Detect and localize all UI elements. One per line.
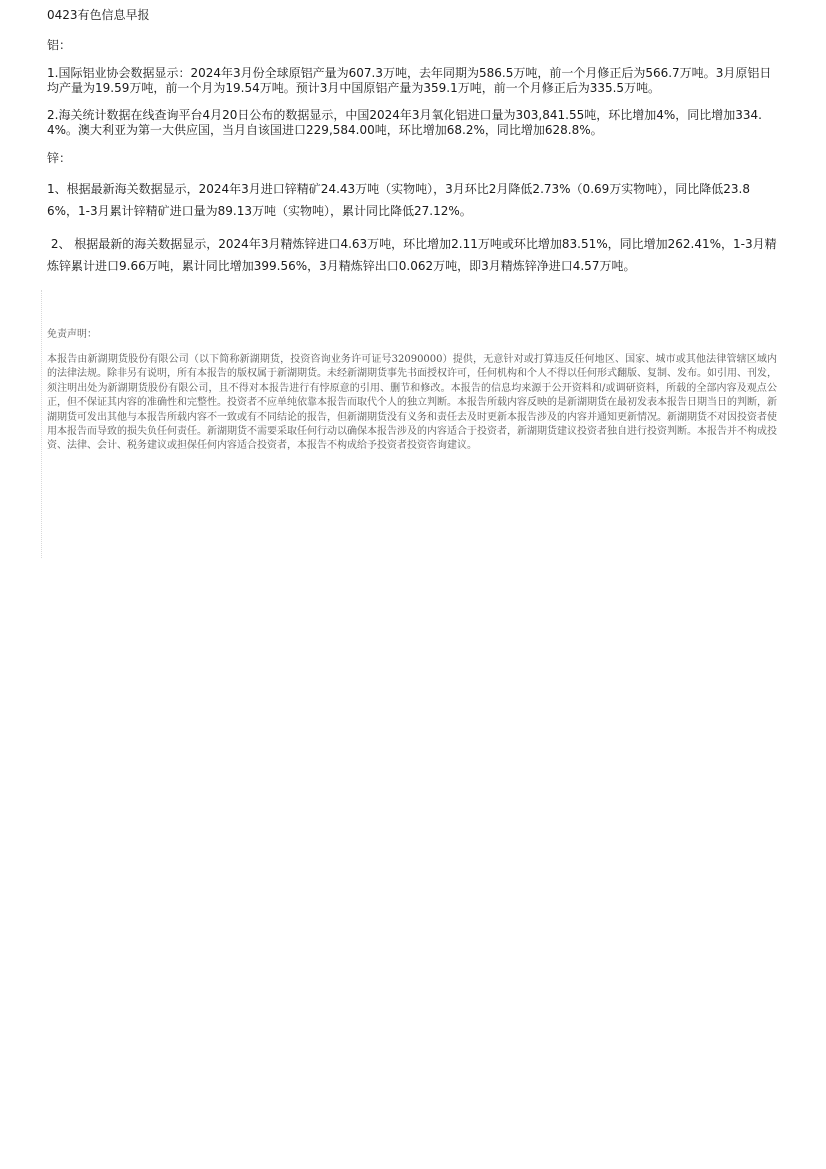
aluminum-paragraph-2: 2.海关统计数据在线查询平台4月20日公布的数据显示，中国2024年3月氧化铝进口量为303,841.55吨，环比增加4%，同比增加334.4%。澳大利亚为第一大供应国，当月自该国进口229,584.00吨，环比增加68.2%，同比增加628.8%。 — [47, 108, 762, 137]
disclaimer-heading: 免责声明： — [47, 329, 97, 340]
report-title: 0423有色信息早报 — [47, 8, 150, 22]
zinc-paragraph-2: 2、 根据最新的海关数据显示，2024年3月精炼锌进口4.63万吨，环比增加2.11万吨或环比增加83.51%，同比增加262.41%，1-3月精炼锌累计进口9.66万吨，累计同比增加399.56%，3月精炼锌出口0.062万吨，即3月精炼锌净进口4.57万吨。 — [47, 237, 777, 273]
disclaimer-body: 本报告由新湖期货股份有限公司（以下简称新湖期货，投资咨询业务许可证号32090000）提供，无意针对或打算违反任何地区、国家、城市或其他法律管辖区域内的法律法规。除非另有说明，所有本报告的版权属于新湖期货。未经新湖期货事先书面授权许可，任何机构和个人不得以任何形式翻版、复制、发布。如引用、刊发，须注明出处为新湖期货股份有限公司，且不得对本报告进行有悖原意的引用、删节和修改。本报告的信息均来源于公开资料和/或调研资料，所载的全部内容及观点公正，但不保证其内容的准确性和完整性。投资者不应单纯依靠本报告而取代个人的独立判断。本报告所载内容反映的是新湖期货在最初发表本报告日期当日的判断，新湖期货可发出其他与本报告所载内容不一致或有不同结论的报告，但新湖期货没有义务和责任去及时更新本报告涉及的内容并通知更新情况。新湖期货不对因投资者使用本报告而导致的损失负任何责任。新湖期货不需要采取任何行动以确保本报告涉及的内容适合于投资者，新湖期货建议投资者独自进行投资判断。本报告并不构成投资、法律、会计、税务建议或担保任何内容适合投资者，本报告不构成给予投资者投资咨询建议。 — [47, 354, 777, 452]
report-content — [47, 6, 777, 454]
zinc-paragraph-1: 1、根据最新海关数据显示，2024年3月进口锌精矿24.43万吨（实物吨），3月环比2月降低2.73%（0.69万实物吨），同比降低23.86%，1-3月累计锌精矿进口量为89.13万吨（实物吨），累计同比降低27.12%。 — [47, 182, 750, 218]
aluminum-section-label: 铝： — [47, 38, 72, 52]
zinc-section-label: 锌： — [47, 151, 72, 165]
margin-divider — [41, 290, 42, 558]
aluminum-paragraph-1: 1.国际铝业协会数据显示：2024年3月份全球原铝产量为607.3万吨，去年同期为586.5万吨，前一个月修正后为566.7万吨。3月原铝日均产量为19.59万吨，前一个月为19.54万吨。预计3月中国原铝产量为359.1万吨，前一个月修正后为335.5万吨。 — [47, 66, 772, 95]
